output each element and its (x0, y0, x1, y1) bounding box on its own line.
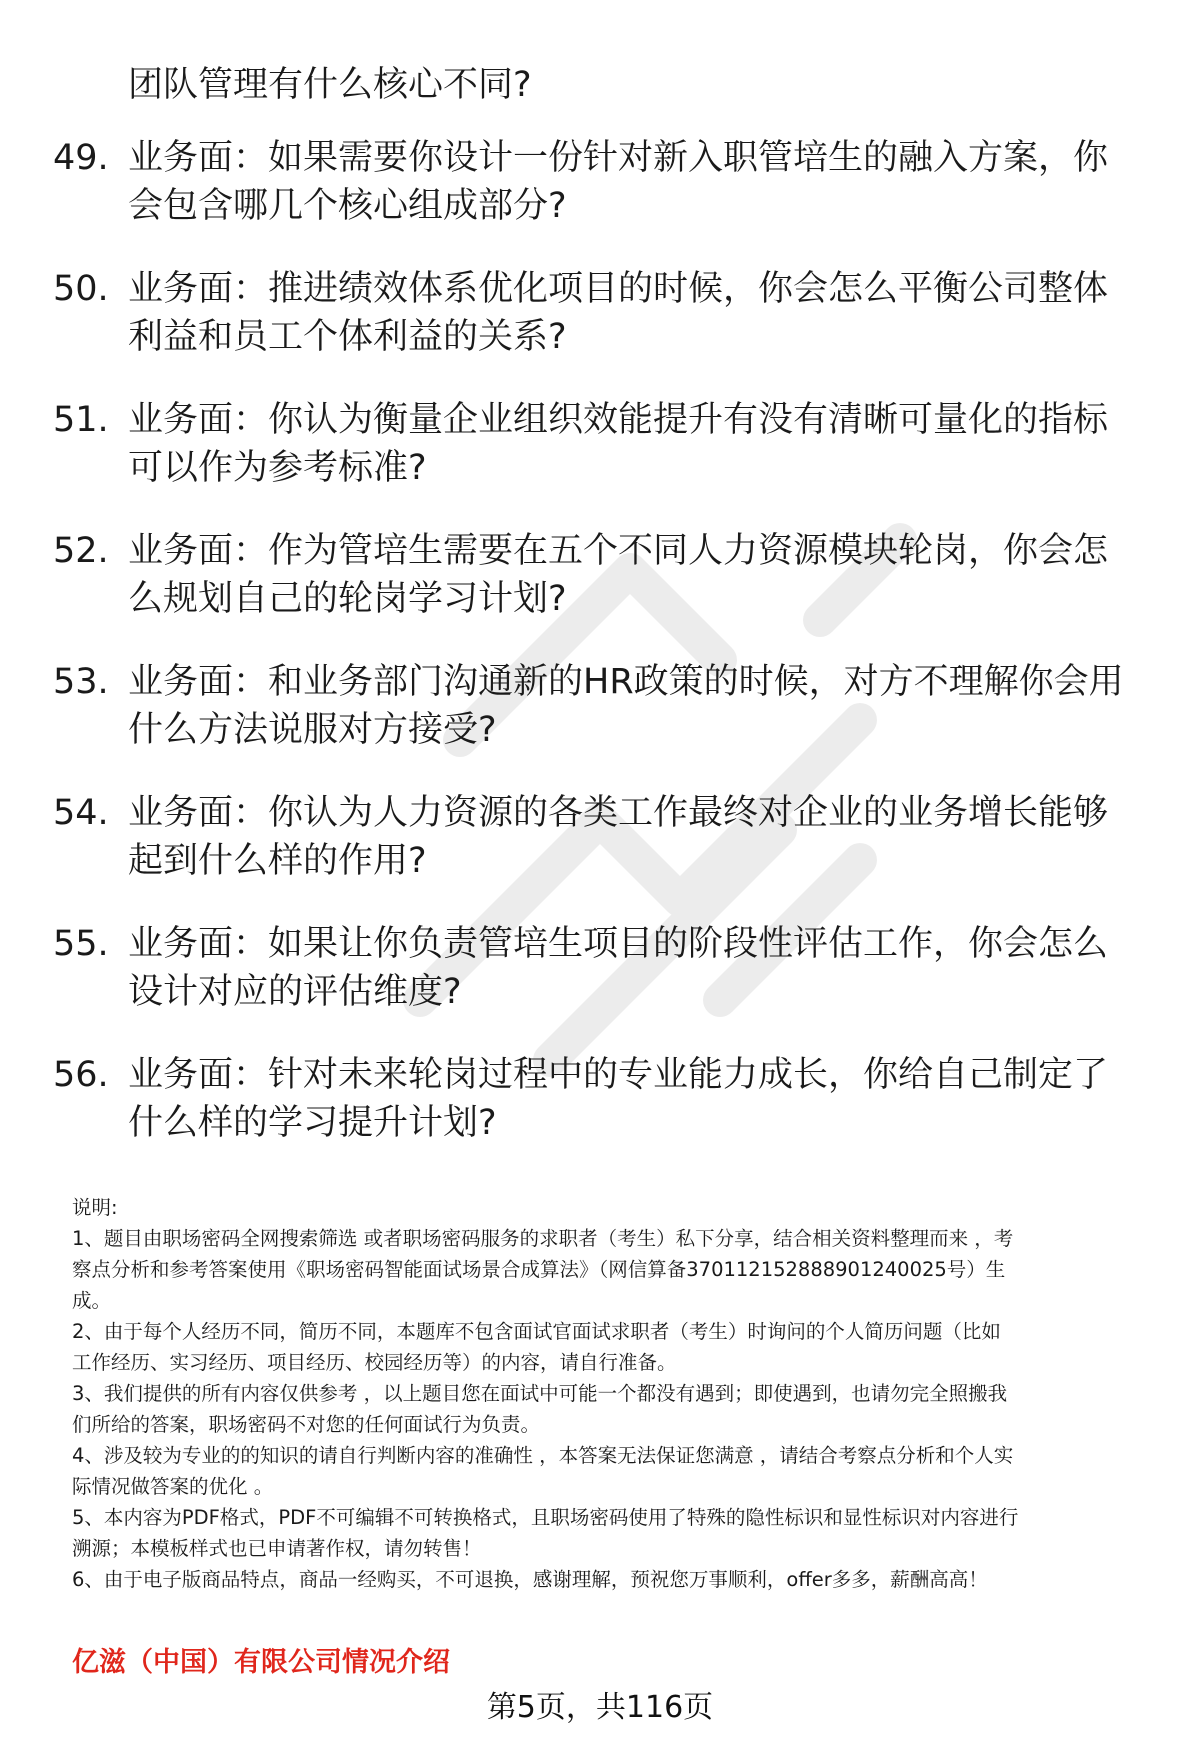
note-line: 工作经历、实习经历、项目经历、校园经历等）的内容，请自行准备。 (72, 1351, 677, 1374)
question-text-line: 可以作为参考标准? (128, 448, 427, 488)
question-text-line: 业务面：推进绩效体系优化项目的时候，你会怎么平衡公司整体 (128, 269, 1109, 309)
question-number: 49. (53, 138, 109, 178)
question-text-line: 业务面：你认为衡量企业组织效能提升有没有清晰可量化的指标 (128, 400, 1109, 440)
question-item (0, 131, 1200, 241)
question-text-line: 利益和员工个体利益的关系? (128, 317, 567, 357)
question-item (0, 524, 1200, 634)
question-number: 52. (53, 531, 109, 571)
question-number: 54. (53, 793, 109, 833)
question-text-line: 业务面：如果需要你设计一份针对新入职管培生的融入方案，你 (128, 138, 1109, 178)
question-text-line: 么规划自己的轮岗学习计划? (128, 579, 567, 619)
question-number: 55. (53, 924, 109, 964)
note-line: 6、由于电子版商品特点，商品一经购买，不可退换，感谢理解，预祝您万事顺利，offer多多，薪酬高高！ (72, 1568, 988, 1591)
note-line: 际情况做答案的优化 。 (72, 1475, 274, 1498)
note-line: 溯源；本模板样式也已申请著作权，请勿转售！ (72, 1537, 482, 1560)
question-item (0, 262, 1200, 372)
note-line: 们所给的答案，职场密码不对您的任何面试行为负责。 (72, 1413, 541, 1436)
question-text-line: 起到什么样的作用? (128, 841, 427, 881)
question-continuation: 团队管理有什么核心不同? (128, 65, 532, 105)
question-item (0, 655, 1200, 765)
question-item (0, 917, 1200, 1027)
question-number: 53. (53, 662, 109, 702)
question-text-line: 什么样的学习提升计划? (128, 1103, 497, 1143)
question-item (0, 786, 1200, 896)
question-text-line: 业务面：你认为人力资源的各类工作最终对企业的业务增长能够 (128, 793, 1109, 833)
question-item (0, 393, 1200, 503)
note-line: 3、我们提供的所有内容仅供参考 ，以上题目您在面试中可能一个都没有遇到；即使遇到，也请勿完全照搬我 (72, 1382, 1008, 1405)
question-text-line: 业务面：作为管培生需要在五个不同人力资源模块轮岗，你会怎 (128, 531, 1109, 571)
note-line: 4、涉及较为专业的的知识的请自行判断内容的准确性 ，本答案无法保证您满意 ，请结合考察点分析和个人实 (72, 1444, 1014, 1467)
question-number: 56. (53, 1055, 109, 1095)
note-line: 1、题目由职场密码全网搜索筛选 或者职场密码服务的求职者（考生）私下分享，结合相关资料整理而来 ，考 (72, 1227, 1014, 1250)
question-text-line: 业务面：和业务部门沟通新的HR政策的时候，对方不理解你会用 (128, 662, 1124, 702)
question-item (0, 1048, 1200, 1158)
question-text-line: 会包含哪几个核心组成部分? (128, 186, 567, 226)
question-text-line: 业务面：如果让你负责管培生项目的阶段性评估工作，你会怎么 (128, 924, 1109, 964)
question-number: 50. (53, 269, 109, 309)
note-line: 成。 (72, 1289, 112, 1312)
question-number: 51. (53, 400, 109, 440)
question-text-line: 什么方法说服对方接受? (128, 710, 497, 750)
note-line: 5、本内容为PDF格式，PDF不可编辑不可转换格式，且职场密码使用了特殊的隐性标识和显性标识对内容进行 (72, 1506, 1019, 1529)
page-number: 第5页，共116页 (486, 1690, 714, 1725)
question-text-line: 设计对应的评估维度? (128, 972, 462, 1012)
note-line: 察点分析和参考答案使用《职场密码智能面试场景合成算法》（网信算备370112152888901240025号）生 (72, 1258, 1006, 1281)
notes-section (72, 1192, 1162, 1595)
note-line: 2、由于每个人经历不同，简历不同，本题库不包含面试官面试求职者（考生）时询问的个人简历问题（比如 (72, 1320, 1001, 1343)
company-heading: 亿滋（中国）有限公司情况介绍 (72, 1647, 450, 1678)
question-text-line: 业务面：针对未来轮岗过程中的专业能力成长，你给自己制定了 (128, 1055, 1109, 1095)
notes-title: 说明: (72, 1196, 118, 1219)
